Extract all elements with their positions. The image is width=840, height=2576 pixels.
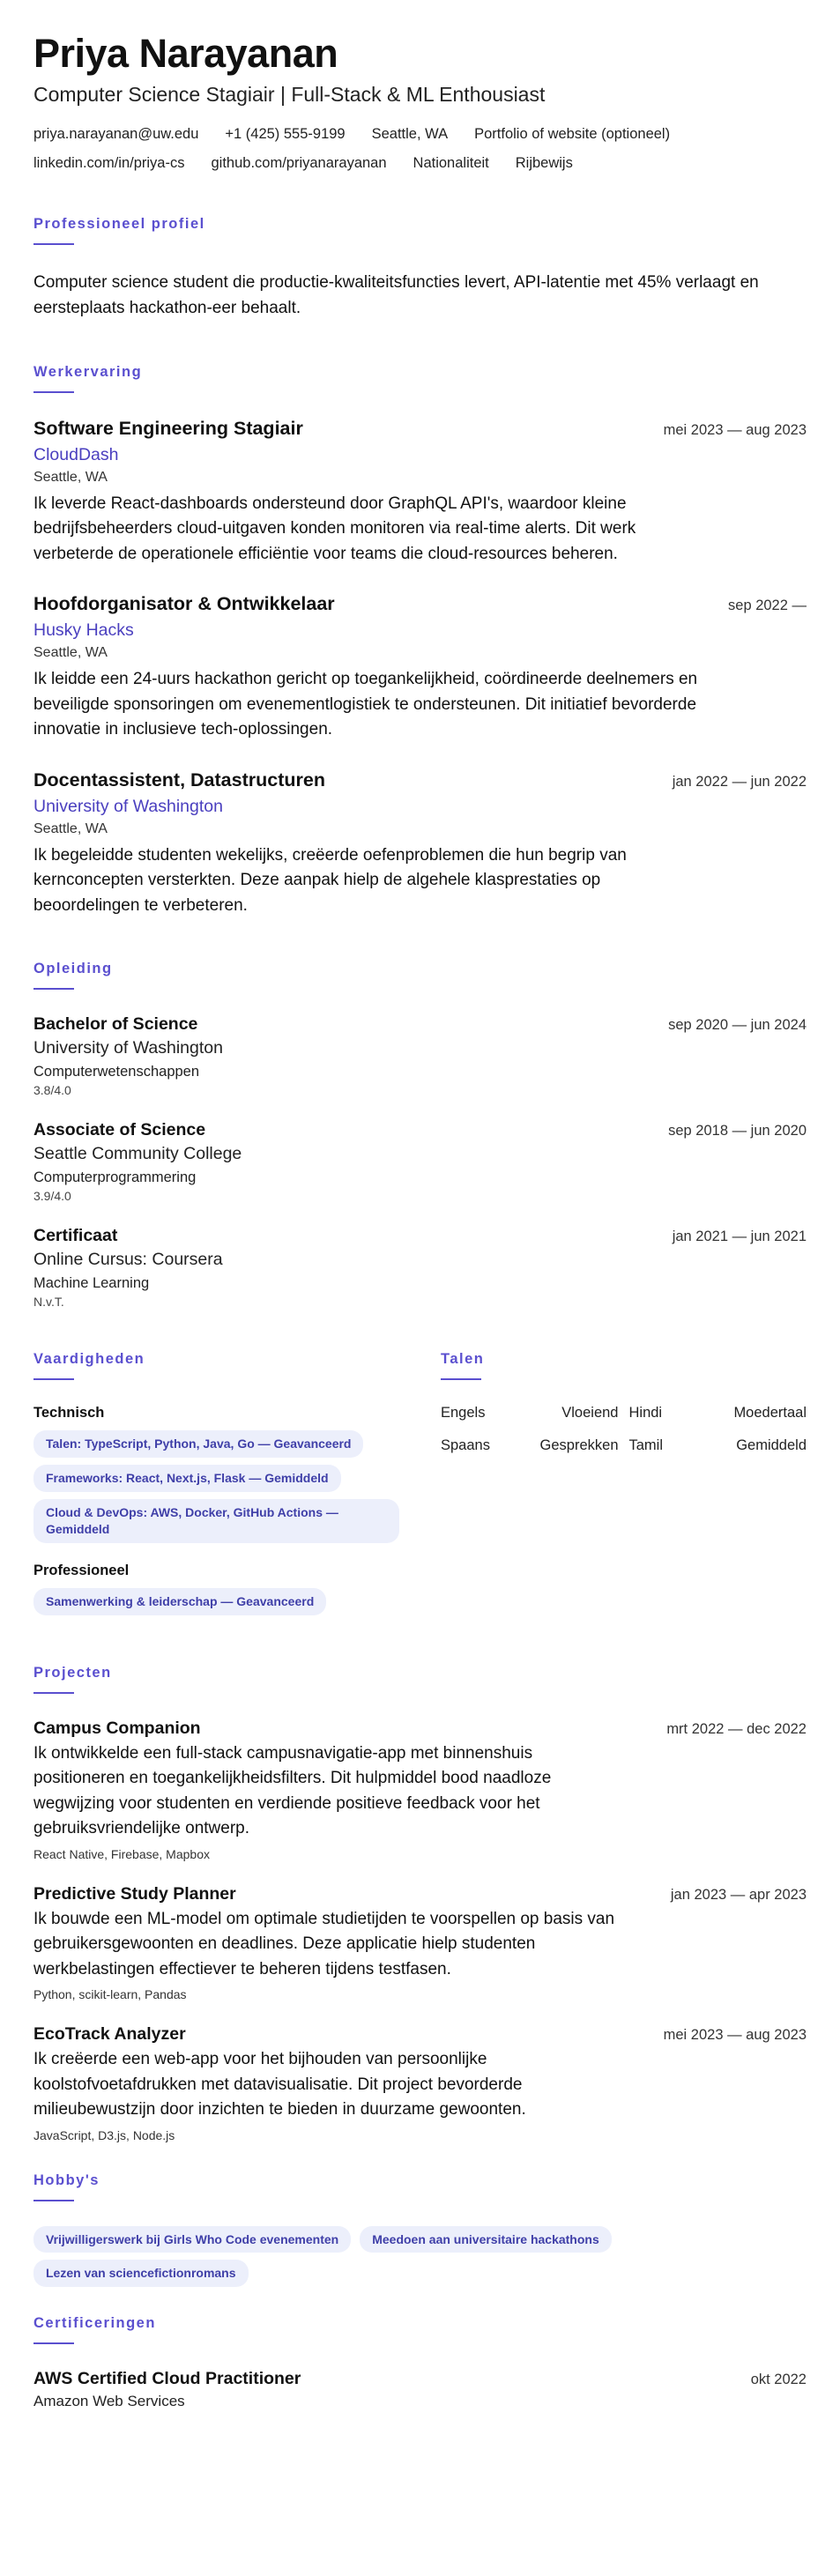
degree-title: Certificaat (33, 1226, 118, 1246)
section-divider (33, 391, 74, 393)
profile-summary: Computer science student die productie-kwaliteitsfuncties levert, API-latentie met 45% verlaagt en eersteplaats hackathon-eer behaalt. (33, 272, 759, 318)
degree-title: Associate of Science (33, 1120, 206, 1140)
hobby-chip: Meedoen aan universitaire hackathons (360, 2226, 612, 2253)
language-name: Hindi (628, 1405, 663, 1422)
hobbies-section (33, 2172, 807, 2288)
project-dates: mrt 2022 — dec 2022 (666, 1720, 807, 1737)
education-item (33, 1120, 807, 1203)
certification-name: AWS Certified Cloud Practitioner (33, 2369, 301, 2389)
section-divider (33, 1692, 74, 1694)
skills-column (33, 1351, 399, 1634)
job-title: Software Engineering Stagiair (33, 417, 303, 439)
section-title: Werkervaring (33, 363, 143, 380)
project-item (33, 1719, 807, 1861)
language-level: Vloeiend (561, 1405, 619, 1422)
section-title: Vaardigheden (33, 1351, 145, 1368)
study-field: Computerwetenschappen (33, 1064, 200, 1080)
project-tech: JavaScript, D3.js, Node.js (33, 2127, 175, 2142)
skill-chip: Samenwerking & leiderschap — Geavanceerd (33, 1588, 326, 1615)
degree-title: Bachelor of Science (33, 1014, 198, 1035)
language-level: Gemiddeld (736, 1437, 807, 1454)
contact-nationality: Nationaliteit (413, 154, 489, 171)
study-field: Machine Learning (33, 1275, 150, 1292)
contact-list (33, 124, 792, 174)
section-title: Projecten (33, 1664, 112, 1681)
contact-drivers-license: Rijbewijs (515, 154, 573, 171)
study-field: Computerprogrammering (33, 1169, 197, 1186)
job-description: Ik begeleidde studenten wekelijks, creëerde oefenproblemen die hun begrip van kernconcepten versterkten. Deze aanpak hielp de algehele klasprestaties op beoordelingen te verbeteren. (33, 845, 627, 915)
grade: N.v.T. (33, 1295, 64, 1310)
hobby-chip-list (33, 2226, 703, 2288)
language-item (441, 1437, 619, 1454)
section-title: Certificeringen (33, 2315, 156, 2332)
skill-chip: Frameworks: React, Next.js, Flask — Gemiddeld (33, 1465, 341, 1492)
grade: 3.9/4.0 (33, 1189, 71, 1204)
skill-chip-list (33, 1588, 399, 1615)
job-title: Docentassistent, Datastructuren (33, 768, 325, 791)
project-name: Campus Companion (33, 1718, 201, 1738)
section-divider (33, 2200, 74, 2201)
language-level: Gesprekken (539, 1437, 619, 1454)
project-name: Predictive Study Planner (33, 1883, 236, 1904)
experience-item (33, 593, 807, 743)
school-name: Seattle Community College (33, 1144, 242, 1164)
school-name: Online Cursus: Coursera (33, 1250, 223, 1270)
contact-location: Seattle, WA (371, 125, 449, 142)
language-item (441, 1405, 619, 1422)
job-company: Husky Hacks (33, 620, 134, 641)
section-title: Talen (441, 1351, 485, 1368)
languages-column (441, 1351, 807, 1634)
section-divider (441, 1378, 481, 1380)
section-divider (33, 1378, 74, 1380)
job-dates: jan 2022 — jun 2022 (672, 773, 807, 790)
certification-item (33, 2369, 807, 2410)
education-item (33, 1226, 807, 1309)
project-item (33, 1884, 807, 2002)
language-level: Moedertaal (733, 1405, 807, 1422)
section-divider (33, 988, 74, 990)
skill-chip: Talen: TypeScript, Python, Java, Go — Geavanceerd (33, 1430, 363, 1458)
job-location: Seattle, WA (33, 469, 108, 485)
project-tech: React Native, Firebase, Mapbox (33, 1846, 210, 1861)
hobby-chip: Vrijwilligerswerk bij Girls Who Code evenementen (33, 2226, 351, 2253)
language-name: Engels (441, 1405, 486, 1422)
language-item (629, 1437, 807, 1454)
project-dates: mei 2023 — aug 2023 (663, 2027, 807, 2044)
section-divider (33, 243, 74, 245)
contact-github[interactable]: github.com/priyanarayanan (211, 154, 387, 171)
certification-issuer: Amazon Web Services (33, 2393, 185, 2410)
school-name: University of Washington (33, 1038, 223, 1058)
project-description: Ik creëerde een web-app voor het bijhouden van persoonlijke koolstofvoetafdrukken met datavisualisatie. Dit project bevorderde milieubewustzijn door inzichten te bieden in duurzame gewoonten. (33, 2050, 526, 2119)
skill-group-title: Technisch (33, 1405, 105, 1422)
skill-chip-list (33, 1430, 399, 1543)
project-tech: Python, scikit-learn, Pandas (33, 1987, 187, 2002)
education-dates: sep 2020 — jun 2024 (668, 1017, 807, 1034)
contact-linkedin[interactable]: linkedin.com/in/priya-cs (33, 154, 185, 171)
section-title: Hobby's (33, 2171, 100, 2188)
job-company: CloudDash (33, 444, 119, 464)
profile-section (33, 216, 807, 322)
section-divider (33, 2342, 74, 2344)
education-item (33, 1014, 807, 1097)
education-section (33, 961, 807, 1309)
projects-section (33, 1665, 807, 2142)
project-description: Ik ontwikkelde een full-stack campusnavigatie-app met binnenshuis positioneren en toegankelijkheidsfilters. Dit hulpmiddel bood naadloze wegwijzing voor studenten en verdiende positieve feedback voor het gebruiksvriendelijke ontwerp. (33, 1743, 552, 1838)
language-name: Tamil (628, 1437, 664, 1454)
language-name: Spaans (441, 1437, 490, 1454)
contact-email[interactable]: priya.narayanan@uw.edu (33, 125, 199, 142)
experience-section (33, 364, 807, 919)
language-item (629, 1405, 807, 1422)
skill-chip: Cloud & DevOps: AWS, Docker, GitHub Actions — Gemiddeld (33, 1499, 399, 1543)
job-company: University of Washington (33, 796, 223, 816)
job-dates: mei 2023 — aug 2023 (663, 421, 807, 438)
education-dates: jan 2021 — jun 2021 (672, 1229, 807, 1245)
job-dates: sep 2022 — (728, 598, 807, 614)
hobby-chip: Lezen van sciencefictionromans (33, 2260, 249, 2287)
experience-item (33, 769, 807, 919)
job-location: Seattle, WA (33, 645, 108, 661)
experience-item (33, 418, 807, 568)
job-location: Seattle, WA (33, 820, 108, 836)
section-title: Professioneel profiel (33, 215, 205, 232)
job-description: Ik leverde React-dashboards ondersteund door GraphQL API's, waardoor kleine bedrijfsbeheerders cloud-uitgaven konden monitoren via real-time alerts. Dit werk verbeterde de operationele efficiëntie voor teams die cloud-resources beheren. (33, 494, 636, 563)
education-dates: sep 2018 — jun 2020 (668, 1123, 807, 1140)
certification-date: okt 2022 (750, 2372, 807, 2388)
contact-portfolio[interactable]: Portfolio of website (optioneel) (474, 125, 671, 142)
project-name: EcoTrack Analyzer (33, 2024, 186, 2045)
skill-group-title: Professioneel (33, 1562, 130, 1578)
job-title: Hoofdorganisator & Ontwikkelaar (33, 593, 335, 615)
candidate-name: Priya Narayanan (33, 31, 338, 76)
project-item (33, 2024, 807, 2142)
job-description: Ik leidde een 24-uurs hackathon gericht op toegankelijkheid, coördineerde deelnemers en beveiligde sponsoringen om evenementlogistiek te ondersteunen. Dit initiatief bevorderde innovatie in inclusieve tech-oplossingen. (33, 670, 698, 739)
certifications-section (33, 2315, 807, 2410)
skills-languages-section (33, 1351, 807, 1634)
resume-header (33, 32, 807, 174)
language-list (441, 1405, 807, 1454)
section-title: Opleiding (33, 961, 113, 977)
candidate-headline: Computer Science Stagiair | Full-Stack & ML Enthousiast (33, 82, 546, 106)
contact-phone[interactable]: +1 (425) 555-9199 (225, 125, 346, 142)
grade: 3.8/4.0 (33, 1083, 71, 1098)
project-dates: jan 2023 — apr 2023 (670, 1886, 807, 1903)
project-description: Ik bouwde een ML-model om optimale studietijden te voorspellen op basis van gebruikersgewoonten en deadlines. Deze applicatie hielp studenten werkbelastingen effectiever te beheren tijdens testfasen. (33, 1909, 615, 1978)
